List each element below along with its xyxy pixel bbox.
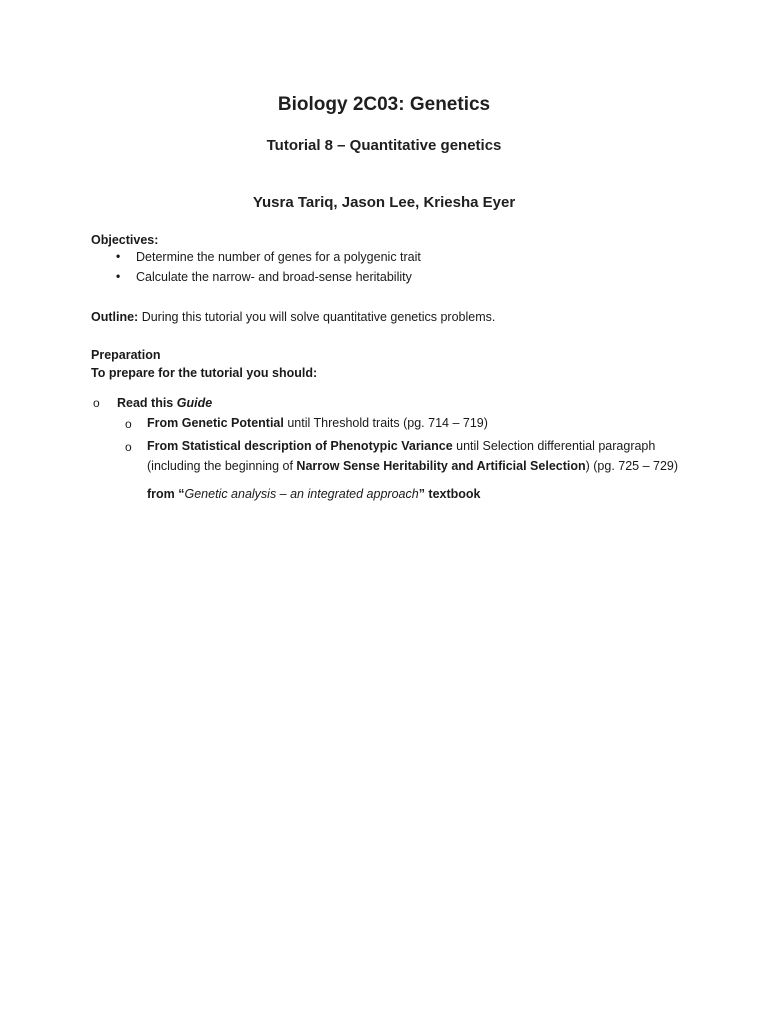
reading-item-2-continued [147,458,678,474]
document-subtitle: Tutorial 8 – Quantitative genetics [266,137,502,154]
read-guide-emphasis: Guide [176,396,213,410]
outline-label: Outline: [91,310,139,324]
circle-bullet-icon: o [125,417,132,431]
document-title: Biology 2C03: Genetics [277,94,491,115]
preparation-intro: To prepare for the tutorial you should: [91,366,318,380]
circle-bullet-icon: o [93,396,100,410]
objective-item: Determine the number of genes for a polygenic trait [136,250,421,264]
reading-item-2-rest: until Selection differential paragraph [452,439,656,453]
textbook-source-prefix: from “ [147,487,185,501]
reading-item-2-section: Statistical description of Phenotypic Variance [181,439,453,453]
read-guide-item [117,395,212,411]
read-guide-prefix: Read this [117,396,177,410]
reading-item-2-prefix: From [147,439,182,453]
circle-bullet-icon: o [125,440,132,454]
bullet-icon: • [116,269,121,283]
objective-item: Calculate the narrow- and broad-sense heritability [136,270,412,284]
reading-item-1-prefix: From [147,416,182,430]
document-authors: Yusra Tariq, Jason Lee, Kriesha Eyer [252,194,516,211]
reading-item-2 [147,438,655,454]
reading-item-1-section: Genetic Potential [181,416,284,430]
textbook-source-suffix: ” textbook [418,487,481,501]
textbook-source [147,486,481,502]
objectives-heading: Objectives: [91,233,159,247]
reading-item-2-line2-prefix: (including the beginning of [147,459,297,473]
preparation-heading: Preparation [91,348,161,362]
reading-item-1 [147,415,488,431]
reading-item-2-line2-section: Narrow Sense Heritability and Artificial Selection [296,459,586,473]
textbook-title: Genetic analysis – an integrated approach [184,487,419,501]
outline-text: During this tutorial you will solve quantitative genetics problems. [138,310,496,324]
reading-item-1-rest: until Threshold traits (pg. 714 – 719) [283,416,488,430]
bullet-icon: • [116,249,121,263]
outline-paragraph [91,309,495,325]
reading-item-2-line2-rest: ) (pg. 725 – 729) [585,459,679,473]
